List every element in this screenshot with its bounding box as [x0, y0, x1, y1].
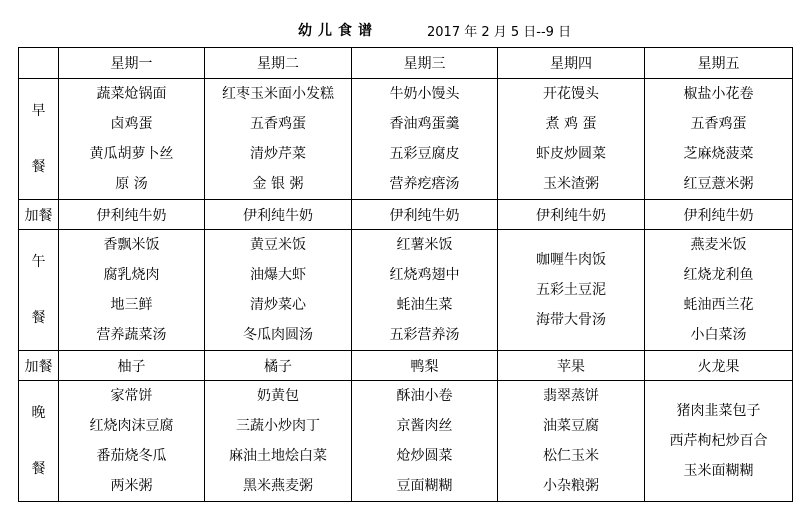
dish-name: 红枣玉米面小发糕 [222, 86, 334, 102]
day-header: 星期四 [498, 48, 645, 79]
dish-name: 红薯米饭 [396, 237, 453, 253]
dish-name: 煮 鸡 蛋 [545, 116, 597, 132]
dinner-cell [498, 381, 645, 502]
snack2-item: 橘子 [205, 351, 352, 381]
breakfast-label-bottom: 餐 [31, 159, 46, 175]
lunch-label [19, 230, 59, 351]
dish-name: 牛奶小馒头 [389, 86, 460, 102]
dish-name: 清炒菜心 [250, 297, 306, 313]
dish-name: 西芹枸杞炒百合 [669, 433, 768, 449]
lunch-label-top: 午 [31, 254, 46, 270]
day-header: 星期三 [352, 48, 498, 79]
dish-name: 咖喱牛肉饭 [536, 252, 606, 268]
dish-name: 营养疙瘩汤 [389, 176, 460, 192]
dish-name: 松仁玉米 [543, 448, 599, 464]
breakfast-cell [498, 79, 645, 200]
dish-name: 金 银 粥 [252, 176, 304, 192]
dish-name: 黄豆米饭 [250, 237, 306, 253]
lunch-cell [59, 230, 205, 351]
day-header: 星期二 [205, 48, 352, 79]
snack1-item: 伊利纯牛奶 [205, 200, 352, 230]
dish-name: 酥油小卷 [396, 388, 453, 404]
dish-name: 五香鸡蛋 [250, 116, 306, 132]
dish-name: 椒盐小花卷 [683, 86, 754, 102]
dish-name: 猪肉韭菜包子 [676, 403, 761, 419]
lunch-label-bottom: 餐 [31, 310, 46, 326]
dish-name: 五彩豆腐皮 [389, 146, 460, 162]
lunch-cell [645, 230, 793, 351]
header-row [19, 48, 793, 79]
snack2-item: 苹果 [498, 351, 645, 381]
dish-name: 京酱肉丝 [396, 418, 453, 434]
dish-name: 虾皮炒圆菜 [536, 146, 606, 162]
snack1-label: 加餐 [19, 200, 59, 230]
corner-cell [19, 48, 59, 79]
dinner-label-top: 晚 [31, 405, 46, 421]
dish-name: 冬瓜肉圆汤 [243, 327, 313, 343]
dish-name: 番茄烧冬瓜 [96, 448, 167, 464]
snack2-row [19, 351, 793, 381]
dish-name: 香油鸡蛋羹 [389, 116, 460, 132]
dish-name: 芝麻烧菠菜 [683, 146, 754, 162]
lunch-cell [352, 230, 498, 351]
menu-table [18, 47, 793, 502]
snack2-item: 柚子 [59, 351, 205, 381]
dinner-cell [59, 381, 205, 502]
breakfast-cell [645, 79, 793, 200]
dish-name: 玉米面糊糊 [683, 463, 754, 479]
dish-name: 油菜豆腐 [543, 418, 599, 434]
snack1-item: 伊利纯牛奶 [59, 200, 205, 230]
dish-name: 麻油土地烩白菜 [229, 448, 327, 464]
lunch-cell [498, 230, 645, 351]
snack1-item: 伊利纯牛奶 [498, 200, 645, 230]
dish-name: 五香鸡蛋 [690, 116, 747, 132]
date-range: 2017 年 2 月 5 日--9 日 [427, 25, 572, 40]
page-title: 幼儿食谱 [298, 23, 378, 39]
dish-name: 两米粥 [110, 478, 153, 494]
dish-name: 五彩土豆泥 [536, 282, 606, 298]
dish-name: 蚝油西兰花 [683, 297, 754, 313]
dish-name: 营养蔬菜汤 [96, 327, 167, 343]
dinner-cell [352, 381, 498, 502]
dinner-cell [205, 381, 352, 502]
dish-name: 黄瓜胡萝卜丝 [89, 146, 174, 162]
dish-name: 玉米渣粥 [543, 176, 599, 192]
dish-name: 黑米燕麦粥 [243, 478, 313, 494]
menu-title-bar [0, 20, 805, 42]
dish-name: 红豆薏米粥 [683, 176, 754, 192]
dish-name: 小杂粮粥 [543, 478, 599, 494]
breakfast-cell [59, 79, 205, 200]
dish-name: 三蔬小炒肉丁 [236, 418, 320, 434]
dish-name: 清炒芹菜 [250, 146, 306, 162]
snack2-item: 鸭梨 [352, 351, 498, 381]
dish-name: 家常饼 [110, 388, 153, 404]
dish-name: 卤鸡蛋 [110, 116, 153, 132]
lunch-row [19, 230, 793, 351]
dish-name: 小白菜汤 [690, 327, 747, 343]
snack2-label: 加餐 [19, 351, 59, 381]
snack1-row [19, 200, 793, 230]
breakfast-row [19, 79, 793, 200]
dinner-cell [645, 381, 793, 502]
dish-name: 蚝油生菜 [396, 297, 453, 313]
breakfast-cell [352, 79, 498, 200]
dish-name: 蔬菜炝锅面 [96, 86, 167, 102]
snack1-item: 伊利纯牛奶 [645, 200, 793, 230]
dish-name: 海带大骨汤 [536, 312, 606, 328]
dinner-label-bottom: 餐 [31, 461, 46, 477]
day-header: 星期五 [645, 48, 793, 79]
dish-name: 地三鲜 [110, 297, 153, 313]
dish-name: 炝炒圆菜 [396, 448, 453, 464]
breakfast-label-top: 早 [31, 103, 46, 119]
dish-name: 油爆大虾 [250, 267, 306, 283]
dish-name: 红烧鸡翅中 [389, 267, 460, 283]
lunch-cell [205, 230, 352, 351]
dinner-label [19, 381, 59, 502]
dish-name: 香飘米饭 [103, 237, 160, 253]
dish-name: 燕麦米饭 [690, 237, 747, 253]
dish-name: 豆面糊糊 [396, 478, 453, 494]
dish-name: 原 汤 [115, 176, 148, 192]
dish-name: 奶黄包 [257, 388, 299, 404]
dish-name: 五彩营养汤 [389, 327, 460, 343]
dish-name: 翡翠蒸饼 [543, 388, 599, 404]
dinner-row [19, 381, 793, 502]
dish-name: 腐乳烧肉 [103, 267, 160, 283]
snack1-item: 伊利纯牛奶 [352, 200, 498, 230]
day-header: 星期一 [59, 48, 205, 79]
dish-name: 红烧肉沫豆腐 [89, 418, 174, 434]
breakfast-label [19, 79, 59, 200]
dish-name: 红烧龙利鱼 [683, 267, 754, 283]
snack2-item: 火龙果 [645, 351, 793, 381]
breakfast-cell [205, 79, 352, 200]
dish-name: 开花馒头 [543, 86, 599, 102]
